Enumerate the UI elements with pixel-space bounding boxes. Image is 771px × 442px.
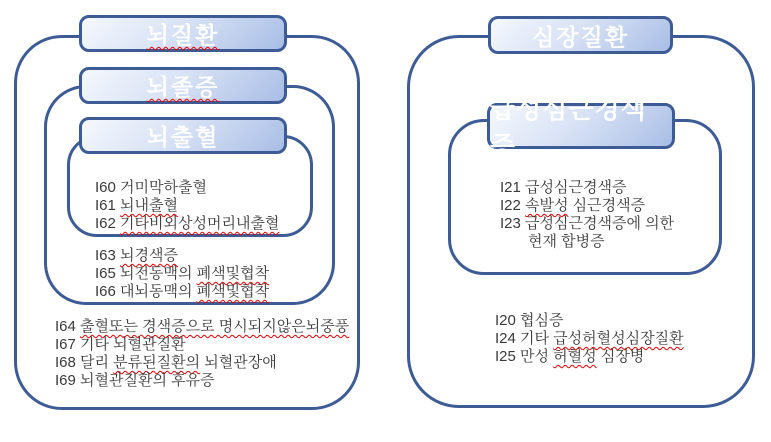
code-line: [95, 283, 269, 301]
code-line: [55, 318, 349, 336]
code-text: I23 급성심근경색증에 의한: [500, 215, 675, 232]
code-text: I63: [95, 247, 121, 264]
acute-mi-title-label: 급성심근경색증: [490, 94, 647, 161]
code-line: [95, 265, 269, 283]
code-text: I64: [55, 318, 81, 335]
code-line: [495, 330, 684, 348]
code-text: I65 뇌전동맥의: [95, 265, 197, 282]
code-text-misspelled: 허혈성: [553, 348, 597, 365]
code-text: I62: [95, 215, 121, 232]
code-text: 현재 합병증: [528, 233, 605, 250]
code-text: 뇌혈관장애: [200, 354, 277, 371]
code-line: [95, 179, 279, 197]
code-line: [500, 215, 674, 233]
brain-disease-title-label: 뇌질환: [146, 22, 220, 48]
code-text: I20 협심증: [495, 312, 564, 329]
code-text: I69 뇌혈관질환의 후유증: [55, 372, 215, 389]
code-text-misspelled: 급성허혈성심장질환: [553, 330, 684, 347]
heart-disease-codes: [495, 312, 684, 366]
brain-hemorrhage-title: [79, 117, 287, 154]
acute-mi-title: [487, 94, 675, 161]
code-text-misspelled: 뇌경색증: [120, 247, 178, 264]
code-text: I67 기타 뇌혈관질환: [55, 336, 186, 353]
stroke-title-label: 뇌졸증: [146, 74, 220, 100]
brain-hemorrhage-title-label: 뇌출혈: [146, 124, 220, 150]
code-line: [95, 247, 269, 265]
code-text: 심근경색증: [568, 197, 646, 214]
code-text: I21 급성심근경색증: [500, 179, 627, 196]
code-line: [500, 197, 674, 215]
code-text: 심장병: [596, 348, 645, 365]
code-text: I66 대뇌동맥의: [95, 283, 197, 300]
code-text: I24 기타: [495, 330, 554, 347]
code-line: [95, 197, 279, 215]
code-line: [55, 336, 349, 354]
code-text-misspelled: 분류된질환의: [113, 354, 201, 371]
code-line: [495, 312, 684, 330]
code-text: I61: [95, 197, 121, 214]
code-text: I22: [500, 197, 526, 214]
code-text-misspelled: 폐색및협착: [196, 265, 270, 282]
code-line: [500, 179, 674, 197]
code-text-misspelled: 기타비외상성머리내출혈: [120, 215, 280, 232]
stroke-title: [79, 67, 287, 104]
code-line: [55, 372, 349, 390]
code-text: I68 달리: [55, 354, 114, 371]
code-text-misspelled: 뇌내출혈: [120, 197, 178, 214]
brain-disease-codes: [55, 318, 349, 390]
brain-disease-title: [79, 15, 287, 52]
code-line: [500, 233, 674, 251]
heart-disease-title-label: 심장질환: [532, 23, 629, 50]
code-text: I25 만성: [495, 348, 554, 365]
code-text: I60 거미막하출혈: [95, 179, 207, 196]
heart-disease-title: [488, 16, 673, 54]
stroke-codes: [95, 247, 269, 301]
code-line: [55, 354, 349, 372]
code-line: [95, 215, 279, 233]
code-text-misspelled: 출혈또는 경색증으로 명시되지않은뇌중풍: [80, 318, 350, 335]
code-text-misspelled: 속발성: [525, 197, 569, 214]
acute-mi-codes: [500, 179, 674, 251]
brain-hemorrhage-codes: [95, 179, 279, 233]
code-line: [495, 348, 684, 366]
code-text-misspelled: 폐색및협착: [196, 283, 270, 300]
